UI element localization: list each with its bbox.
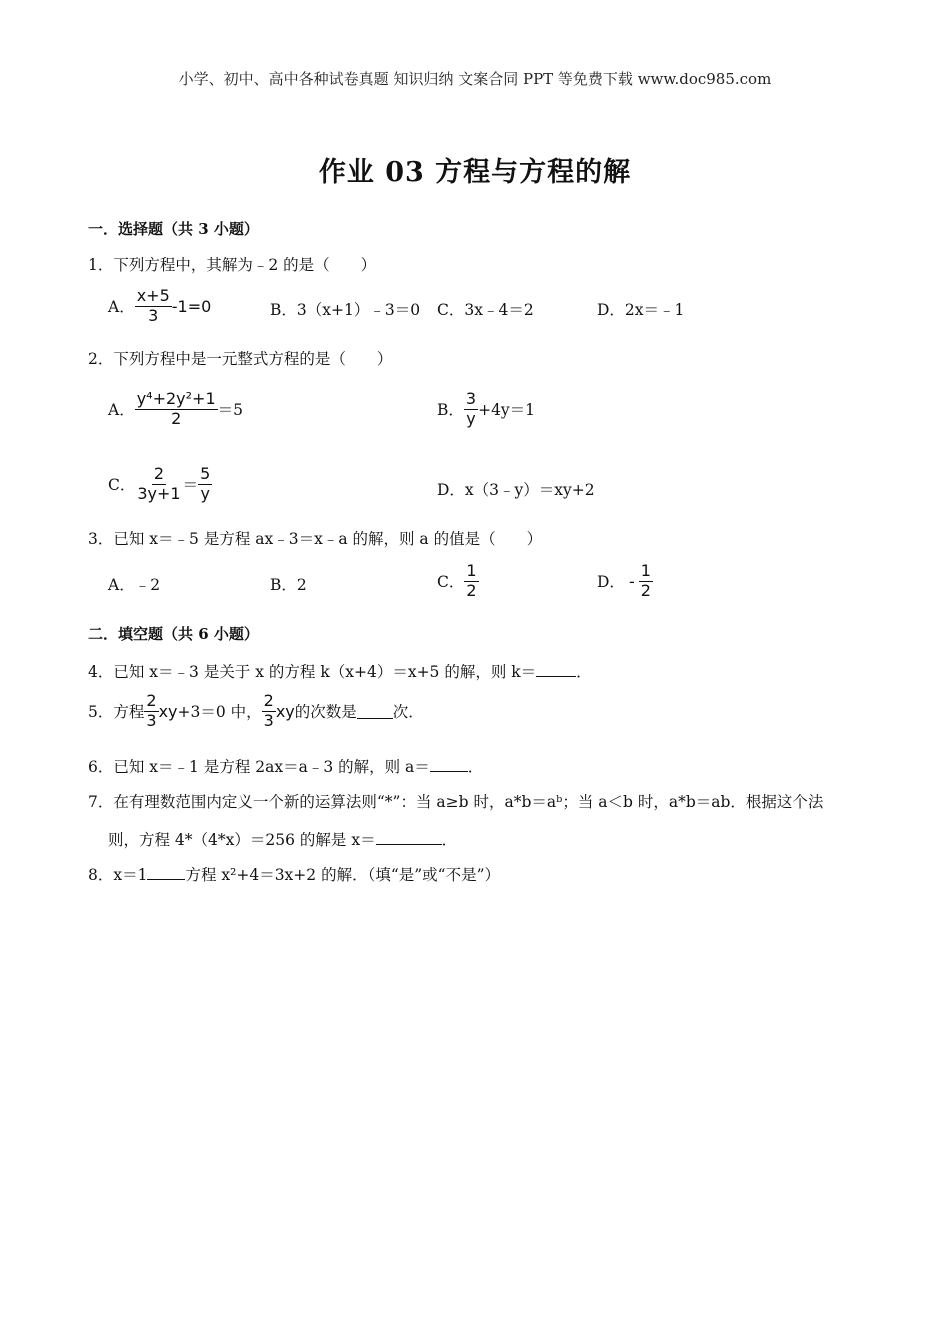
q3-option-d-label: D． [597,573,625,592]
q3-option-c-fraction [464,563,478,600]
question-6 [88,755,483,777]
q2-option-b-tail: +4y＝1 [478,401,536,420]
fraction-denominator: 3 [148,305,159,325]
fraction-denominator: 3 [263,710,274,730]
q3-option-d [597,563,653,600]
q2-option-c-equals: ＝ [182,476,199,495]
fraction-numerator: 2 [263,691,274,710]
fraction-denominator: 3y+1 [137,483,181,503]
q5-fraction-2 [262,693,276,730]
question-2-stem: 2．下列方程中是一元整式方程的是（ ） [88,350,393,368]
section-heading-choice: 一．选择题（共 3 小题） [88,220,259,238]
q5-fraction-1 [144,693,158,730]
q2-option-b [437,391,535,428]
question-6-text: 6．已知 x＝﹣1 是方程 2ax＝a﹣3 的解，则 a＝ [88,758,430,776]
q2-option-c-fraction-right [198,466,212,503]
question-5 [88,693,424,730]
q2-option-c [108,466,212,503]
question-7-line-2-text: 则，方程 4*（4*x）＝256 的解是 x＝ [108,831,376,849]
question-5-post: 的次数是 [294,703,357,722]
q1-option-a-fraction [135,288,172,325]
question-1-stem: 1．下列方程中，其解为﹣2 的是（ ） [88,256,377,274]
fraction-denominator: y [200,483,210,503]
q2-option-d: D．x（3﹣y）＝xy+2 [437,481,595,499]
question-4-text: 4．已知 x＝﹣3 是关于 x 的方程 k（x+4）＝x+5 的解，则 k＝ [88,663,537,681]
fraction-numerator: y⁴+2y²+1 [136,389,216,408]
question-5-pre: 5．方程 [88,703,145,722]
q3-option-a: A．﹣2 [108,576,161,594]
q5-xy-2: xy [275,701,295,721]
q3-option-c-label: C． [437,573,465,592]
q1-option-c: C．3x﹣4＝2 [437,301,534,319]
fraction-numerator: x+5 [136,286,170,305]
question-5-mid: +3＝0 中， [177,703,262,722]
q2-option-c-fraction-left [135,466,182,503]
q1-option-b: B．3（x+1）﹣3＝0 [270,301,421,319]
q5-xy-1: xy [158,701,178,721]
q2-option-a-fraction [135,391,218,428]
q2-option-c-label: C． [108,476,136,495]
fraction-numerator: 5 [200,464,211,483]
fraction-denominator: 2 [640,580,651,600]
q1-option-a [108,288,211,325]
answer-blank[interactable] [357,704,393,719]
question-8-pre: 8．x＝1 [88,866,148,884]
answer-blank[interactable] [430,757,468,772]
fraction-numerator: 2 [153,464,165,483]
q1-option-d: D．2x＝﹣1 [597,301,685,319]
fraction-denominator: 3 [146,710,157,730]
q2-option-a-label: A． [108,401,135,420]
question-5-end: 次． [392,703,424,722]
fraction-denominator: 2 [171,408,182,428]
fraction-numerator: 1 [466,561,477,580]
q3-option-b: B．2 [270,576,307,594]
fraction-denominator: 2 [466,580,477,600]
answer-blank[interactable] [147,865,185,880]
q3-option-d-sign: - [628,571,635,591]
answer-blank[interactable] [536,662,576,677]
q3-option-c [437,563,479,600]
question-7-line-2 [108,828,457,850]
question-8-post: 方程 x²+4＝3x+2 的解．（填“是”或“不是”） [185,866,501,884]
page-header: 小学、初中、高中各种试卷真题 知识归纳 文案合同 PPT 等免费下载 www.doc985.com [178,70,772,88]
question-8 [88,863,500,885]
q2-option-a [108,391,243,428]
question-7-end: ． [441,831,458,849]
question-7-line-1: 7．在有理数范围内定义一个新的运算法则“*”：当 a≥b 时，a*b＝aᵇ；当 a＜b 时，a*b＝ab．根据这个法 [88,793,824,811]
answer-blank[interactable] [376,830,442,845]
fraction-numerator: 2 [146,691,157,710]
q1-option-a-label: A． [108,298,135,317]
fraction-denominator: y [466,408,476,428]
q2-option-b-fraction [464,391,478,428]
fraction-numerator: 3 [465,389,477,408]
question-6-end: ． [467,758,484,776]
fraction-numerator: 1 [640,561,651,580]
question-3-stem: 3．已知 x＝﹣5 是方程 ax﹣3＝x﹣a 的解，则 a 的值是（ ） [88,530,543,548]
section-heading-fill: 二．填空题（共 6 小题） [88,625,259,643]
question-4-end: ． [576,663,592,681]
page-title: 作业 03 方程与方程的解 [318,157,632,188]
q1-option-a-tail: -1=0 [171,296,212,316]
question-4 [88,660,592,682]
q3-option-d-fraction [639,563,653,600]
q2-option-b-label: B． [437,401,464,420]
q2-option-a-tail: ＝5 [217,401,244,420]
